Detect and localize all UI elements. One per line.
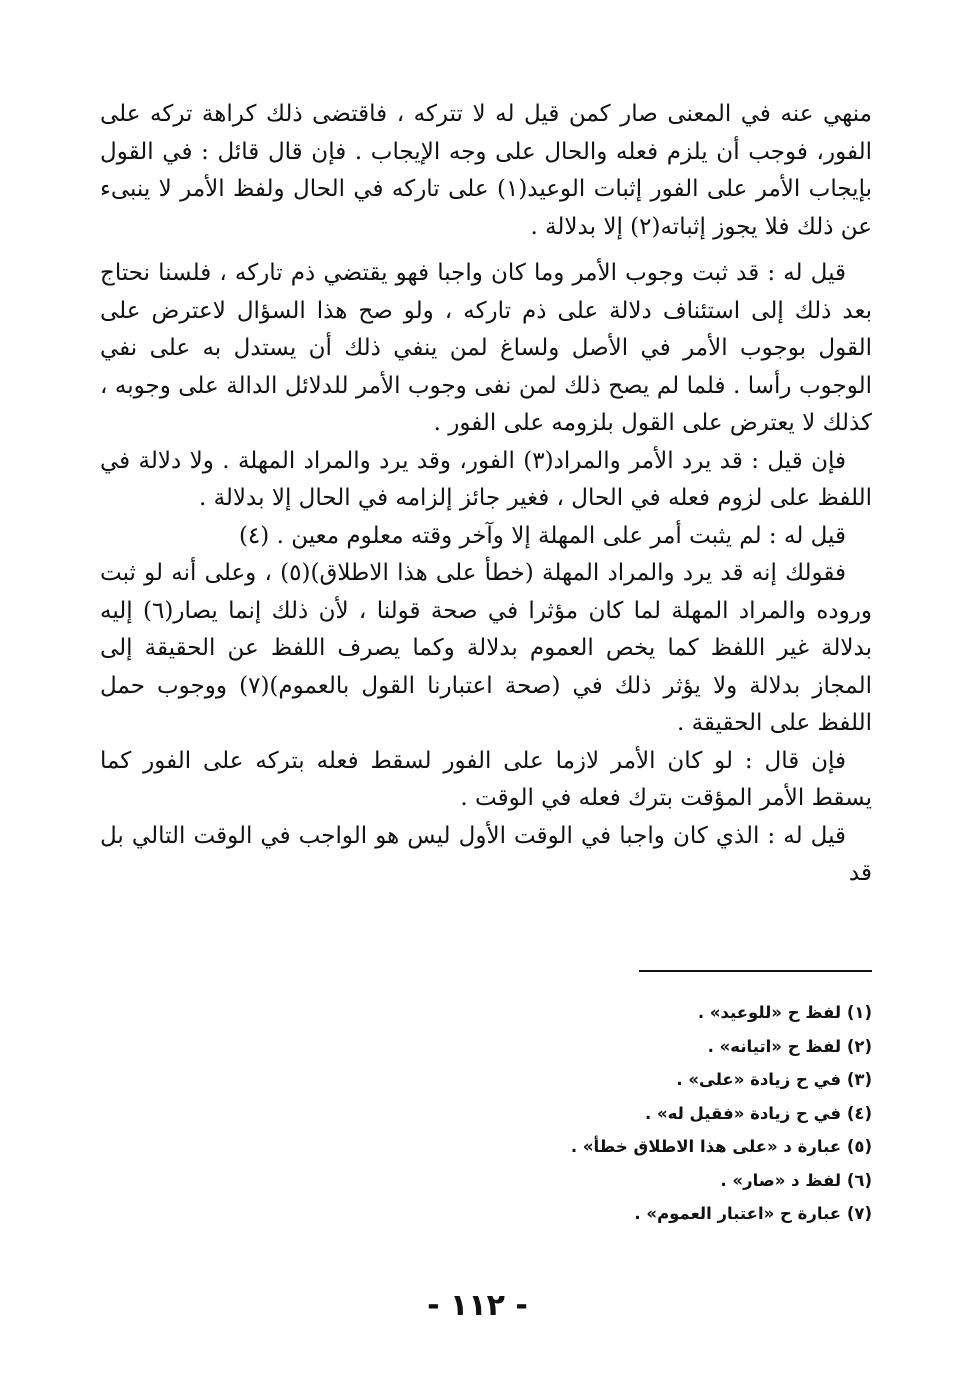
paragraph: فقولك إنه قد يرد والمراد المهلة (خطأ على هذا الاطلاق)(٥) ، وعلى أنه لو ثبت وروده والمراد المهلة لما كان مؤثرا في صحة قولنا ، لأن ذلك إنما يصار(٦) إليه بدلالة غير اللفظ كما يخص العموم بدلالة وكما يصرف اللفظ عن الحقيقة إلى المجاز بدلالة ولا يؤثر ذلك في (صحة اعتبارنا القول بالعموم)(٧) ووجوب حمل اللفظ على الحقيقة . [100,560,872,736]
body-text [100,96,872,893]
paragraph: فإن قال : لو كان الأمر لازما على الفور لسقط فعله بتركه على الفور كما يسقط الأمر المؤقت بترك فعله في الوقت . [100,747,872,811]
footnote-4: (٤) في ح زيادة «فقيل له» . [644,1103,872,1123]
footnote-1: (١) لفظ ح «للوعيد» . [697,1003,872,1022]
footnote-5: (٥) عبارة د «على هذا الاطلاق خطأ» . [570,1137,872,1156]
paragraph: قيل له : الذي كان واجبا في الوقت الأول ليس هو الواجب في الوقت التالي بل قد [100,822,872,886]
footnote-7: (٧) عبارة ح «اعتبار العموم» . [634,1204,872,1223]
footnote-3: (٣) في ح زيادة «على» . [676,1070,872,1089]
paragraph: فإن قيل : قد يرد الأمر والمراد(٣) الفور، وقد يرد والمراد المهلة . ولا دلالة في اللفظ على لزوم فعله في الحال ، فغير جائز إلزامه في الحال إلا بدلالة . [100,447,872,511]
paragraph: منهي عنه في المعنى صار كمن قيل له لا تتركه ، فاقتضى ذلك كراهة تركه على الفور، فوجب أن يلزم فعله والحال على وجه الإيجاب . فإن قال قائل : في القول بإيجاب الأمر على الفور إثبات الوعيد(١) على تاركه في الحال ولفظ الأمر لا ينبىء عن ذلك فلا يجوز إثباته(٢) إلا بدلالة . [100,101,872,240]
footnote-separator [639,970,872,972]
footnotes [400,996,872,1231]
paragraph: قيل له : لم يثبت أمر على المهلة إلا وآخر وقته معلوم معين . (٤) [238,522,846,549]
footnote-2: (٢) لفظ ح «اتيانه» . [707,1036,872,1056]
paragraph: قيل له : قد ثبت وجوب الأمر وما كان واجبا فهو يقتضي ذم تاركه ، فلسنا نحتاج بعد ذلك إلى استئناف دلالة على ذم تاركه ، ولو صح هذا السؤال لاعترض على القول بوجوب الأمر في الأصل ولساغ لمن ينفي ذلك أن يستدل به على نفي الوجوب رأسا . فلما لم يصح ذلك لمن نفى وجوب الأمر للدلائل الدالة على وجوبه ، كذلك لا يعترض على القول بلزومه على الفور . [100,260,873,436]
footnote-6: (٦) لفظ د «صار» . [720,1170,872,1190]
page-number: - ١١٢ - [427,1288,528,1323]
